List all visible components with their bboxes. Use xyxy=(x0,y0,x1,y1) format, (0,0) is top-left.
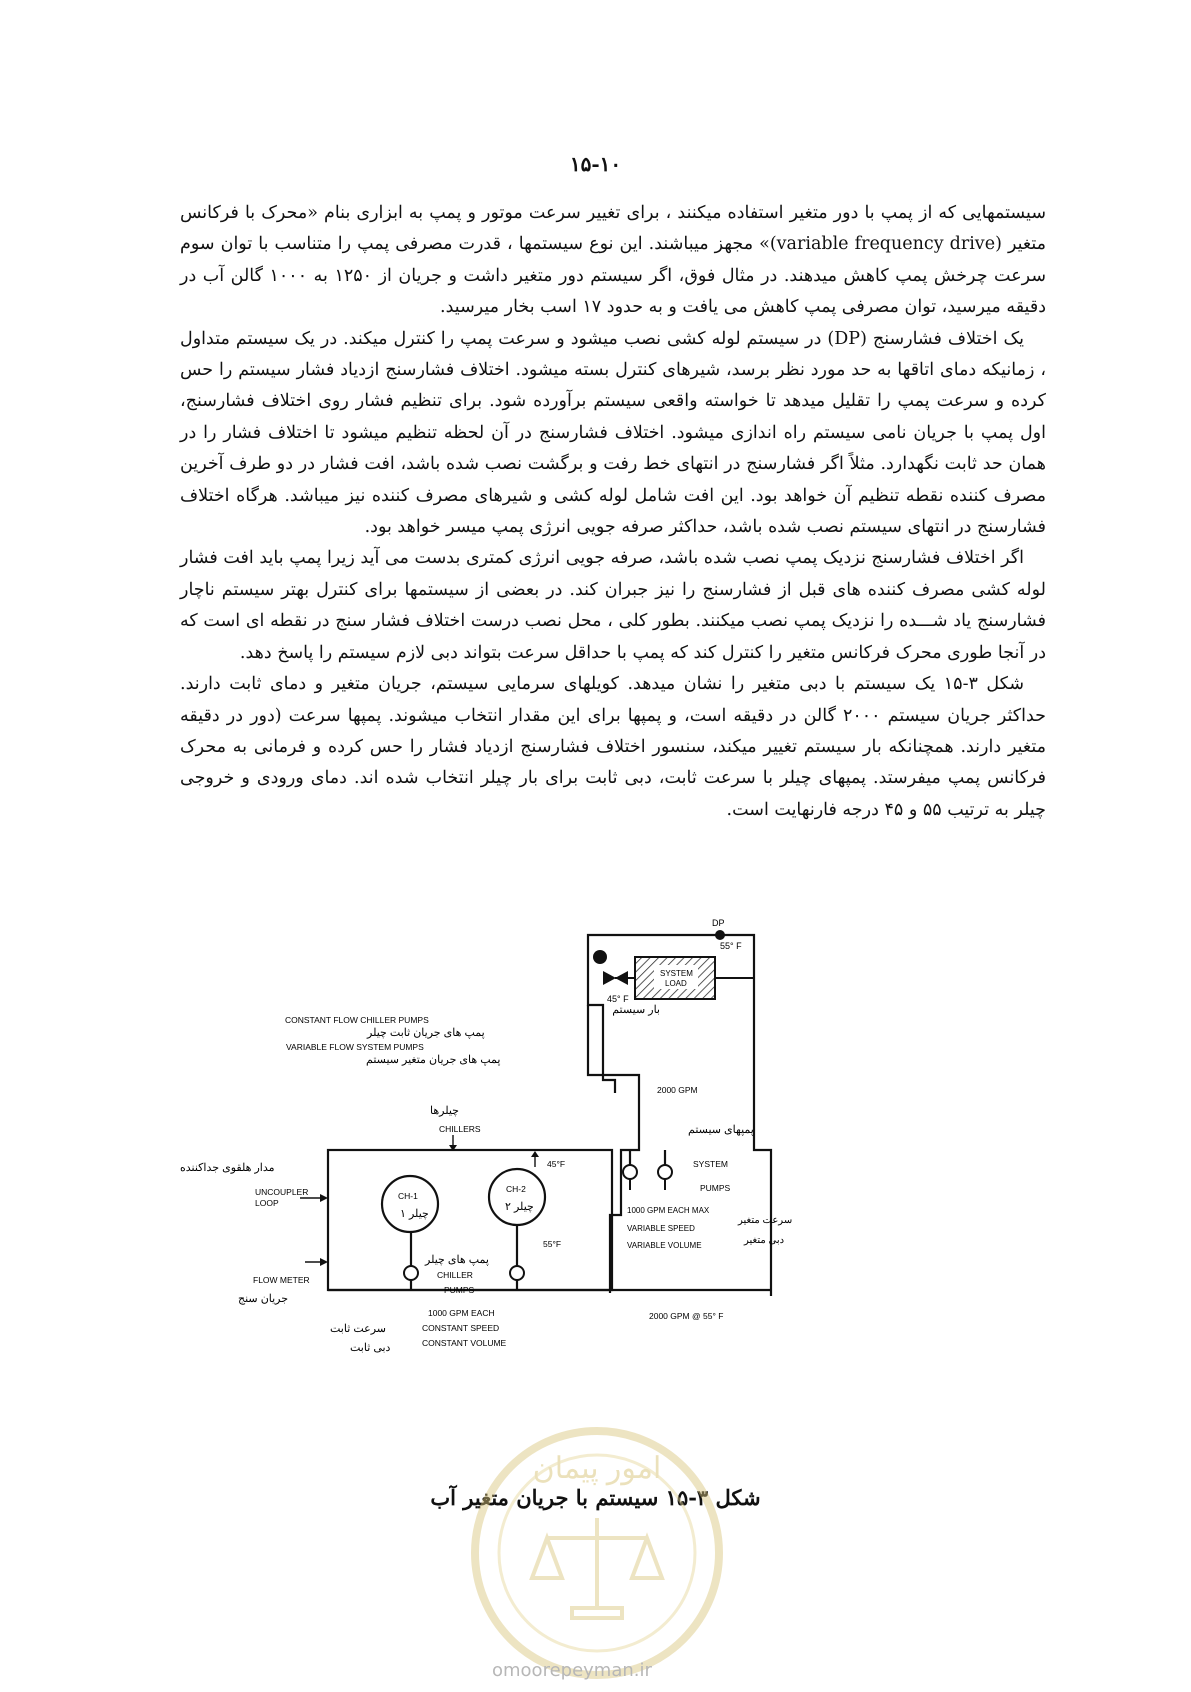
control-valve-icon xyxy=(603,971,616,985)
system-pump-2-icon xyxy=(658,1165,672,1179)
chiller-2 xyxy=(489,1169,545,1225)
page-number: ۱۵-۱۰ xyxy=(569,152,622,176)
constant-flow-en: CONSTANT FLOW CHILLER PUMPS xyxy=(285,1015,429,1025)
chillers-en: CHILLERS xyxy=(439,1124,481,1134)
chillers-fa: چیلرها xyxy=(430,1105,459,1117)
pump-spec-2: VARIABLE SPEED xyxy=(627,1224,695,1233)
constant-speed-fa: سرعت ثابت xyxy=(330,1323,386,1335)
paragraph-2: یک اختلاف فشارسنج (DP) در سیستم لوله کشی نصب میشود و سرعت پمپ را کنترل میکند. در یک سیستم متداول ، زمانیکه دمای اتاقها به حد مورد نظر برسد، شیرهای کنترل بسته میشود. اختلاف فشارسنج ازدیاد فشار سیستم را حس کرده و سرعت پمپ را تقلیل میدهد تا خواسته واقعی سیستم برآورده شود. برای تنظیم فشار روی اختلاف فشارسنج، اول پمپ با جریان نامی سیستم راه اندازی میشود. اختلاف فشارسنج در آن لحظه تنظیم میشود تا اختلاف فشار را در همان حد ثابت نگهدارد. مثلاً اگر فشارسنج در انتهای خط رفت و برگشت نصب شده باشد، افت فشار در دو طرف آخرین مصرف کننده نقطه تنظیم آن خواهد بود. این افت شامل لوله کشی و شیرهای مصرف کننده نیز میباشد. هرگاه اختلاف فشارسنج در انتهای سیستم نصب شده باشد، حداکثر صرفه جویی انرژی پمپ میسر خواهد بود. xyxy=(180,328,1046,538)
constant-volume-fa: دبی ثابت xyxy=(350,1342,391,1354)
chiller-header xyxy=(328,1150,612,1290)
chiller-pump-1-icon xyxy=(404,1266,418,1280)
watermark-logo-text: امور پیمان xyxy=(532,1452,662,1485)
system-pumps-en-2: PUMPS xyxy=(700,1183,731,1193)
variable-flow-en: VARIABLE FLOW SYSTEM PUMPS xyxy=(286,1042,424,1052)
supply-temp-top: 55° F xyxy=(720,941,742,951)
variable-flow-fa: پمپ های جریان متغیر سیستم xyxy=(366,1054,501,1066)
system-pumps-en-1: SYSTEM xyxy=(693,1159,728,1169)
paragraph-3: اگر اختلاف فشارسنج نزدیک پمپ نصب شده باشد، صرفه جویی انرژی کمتری بدست می آید زیرا پمپ باید افت فشار لوله کشی مصرف کننده های قبل از فشارسنج را نیز جبران کند. در بعضی از سیستمها برای کنترل بهتر سیستم ناچار فشارسنج یاد شـــده را نزدیک پمپ نصب میکنند. بطور کلی ، محل نصب درست اختلاف فشار سنج در نقطه ای است که در آنجا طوری محرک فرکانس متغیر را کنترل کند که پمپ با حداقل سرعت بتواند دبی لازم سیستم را پاسخ دهد. xyxy=(180,548,1046,663)
scales-of-justice-icon xyxy=(532,1518,662,1618)
dp-gauge-icon xyxy=(715,930,725,940)
watermark-url: omoorepeyman.ir xyxy=(492,1660,652,1681)
ch2-label: CH-2 xyxy=(506,1184,526,1194)
ch1-label: CH-1 xyxy=(398,1191,418,1201)
system-load-label-2: LOAD xyxy=(665,979,687,988)
uncoupler-en-2: LOOP xyxy=(255,1198,279,1208)
chiller-pump-2-icon xyxy=(510,1266,524,1280)
valve-temp: 45° F xyxy=(607,994,629,1004)
bottom-spec-2: CONSTANT SPEED xyxy=(422,1323,500,1333)
variable-speed-fa: سرعت متغیر xyxy=(738,1215,793,1226)
system-load-fa: بار سیستم xyxy=(612,1004,660,1016)
dp-label: DP xyxy=(712,918,725,928)
valve-actuator-icon xyxy=(593,950,607,964)
return-temp: 55°F xyxy=(543,1239,562,1249)
uncoupler-en-1: UNCOUPLER xyxy=(255,1187,309,1197)
pump-spec-3: VARIABLE VOLUME xyxy=(627,1241,702,1250)
variable-volume-fa: دبی متغیر xyxy=(744,1235,785,1246)
chiller-1 xyxy=(382,1176,438,1232)
flowmeter-fa: جریان سنج xyxy=(238,1293,289,1305)
system-pumps-fa: پمپهای سیستم xyxy=(688,1124,754,1136)
system-pump-1-icon xyxy=(623,1165,637,1179)
paragraph-1: سیستمهایی که از پمپ با دور متغیر استفاده میکنند ، برای تغییر سرعت موتور و پمپ به ابزاری بنام «محرک با فرکانس متغیر (variable frequency drive)» مجهز میباشند. این نوع سیستمها ، قدرت مصرفی پمپ را متناسب با توان سوم سرعت چرخش پمپ کاهش میدهند. در مثال فوق، اگر سیستم دور متغیر داشت و جریان از ۱۲۵۰ به ۱۰۰۰ گالن آب در دقیقه میرسید، توان مصرفی پمپ کاهش می یافت و به حدود ۱۷ اسب بخار میرسید. xyxy=(180,203,1046,318)
bottom-spec-3: CONSTANT VOLUME xyxy=(422,1338,507,1348)
chiller-pumps-en-2: PUMPS xyxy=(444,1285,475,1295)
riser-flow: 2000 GPM xyxy=(657,1085,698,1095)
ch1-fa-label: چیلر ۱ xyxy=(400,1208,429,1220)
pump-spec-1: 1000 GPM EACH MAX xyxy=(627,1206,710,1215)
header-temp: 45°F xyxy=(547,1159,566,1169)
paragraph-4: شکل ۳-۱۵ یک سیستم با دبی متغیر را نشان میدهد. کویلهای سرمایی سیستم، جریان متغیر و دمای ثابت دارند. حداکثر جریان سیستم ۲۰۰۰ گالن در دقیقه است، و پمپها برای این مقدار انتخاب میشوند. پمپها سرعت (دور در دقیقه متغیر دارند. همچنانکه بار سیستم تغییر میکند، سنسور اختلاف فشارسنج ازدیاد فشار را حس کرده و فرمانی به محرک فرکانس پمپ میفرستد. پمپهای چیلر با سرعت ثابت، دبی ثابت برای بار چیلر انتخاب شده اند. دمای ورودی و خروجی چیلر به ترتیب ۵۵ و ۴۵ درجه فارنهایت است. xyxy=(180,674,1046,820)
body-text xyxy=(180,198,1046,826)
return-flow: 2000 GPM @ 55° F xyxy=(649,1311,724,1321)
chiller-pumps-fa: پمپ های چیلر xyxy=(425,1254,489,1266)
chiller-pumps-en-1: CHILLER xyxy=(437,1270,473,1280)
system-load-label-1: SYSTEM xyxy=(660,969,693,978)
ch2-fa-label: چیلر ۲ xyxy=(505,1201,534,1213)
constant-flow-fa: پمپ های جریان ثابت چیلر xyxy=(367,1027,485,1039)
flowmeter-en: FLOW METER xyxy=(253,1275,310,1285)
diagram-svg xyxy=(160,918,800,1395)
bottom-spec-1: 1000 GPM EACH xyxy=(428,1308,495,1318)
variable-flow-diagram xyxy=(160,918,800,1399)
figure-caption: شکل ۳-۱۵ سیستم با جریان متغیر آب xyxy=(430,1485,761,1510)
uncoupler-fa: مدار هلقوی جداکننده xyxy=(180,1162,275,1174)
watermark-logo xyxy=(462,1418,732,1688)
